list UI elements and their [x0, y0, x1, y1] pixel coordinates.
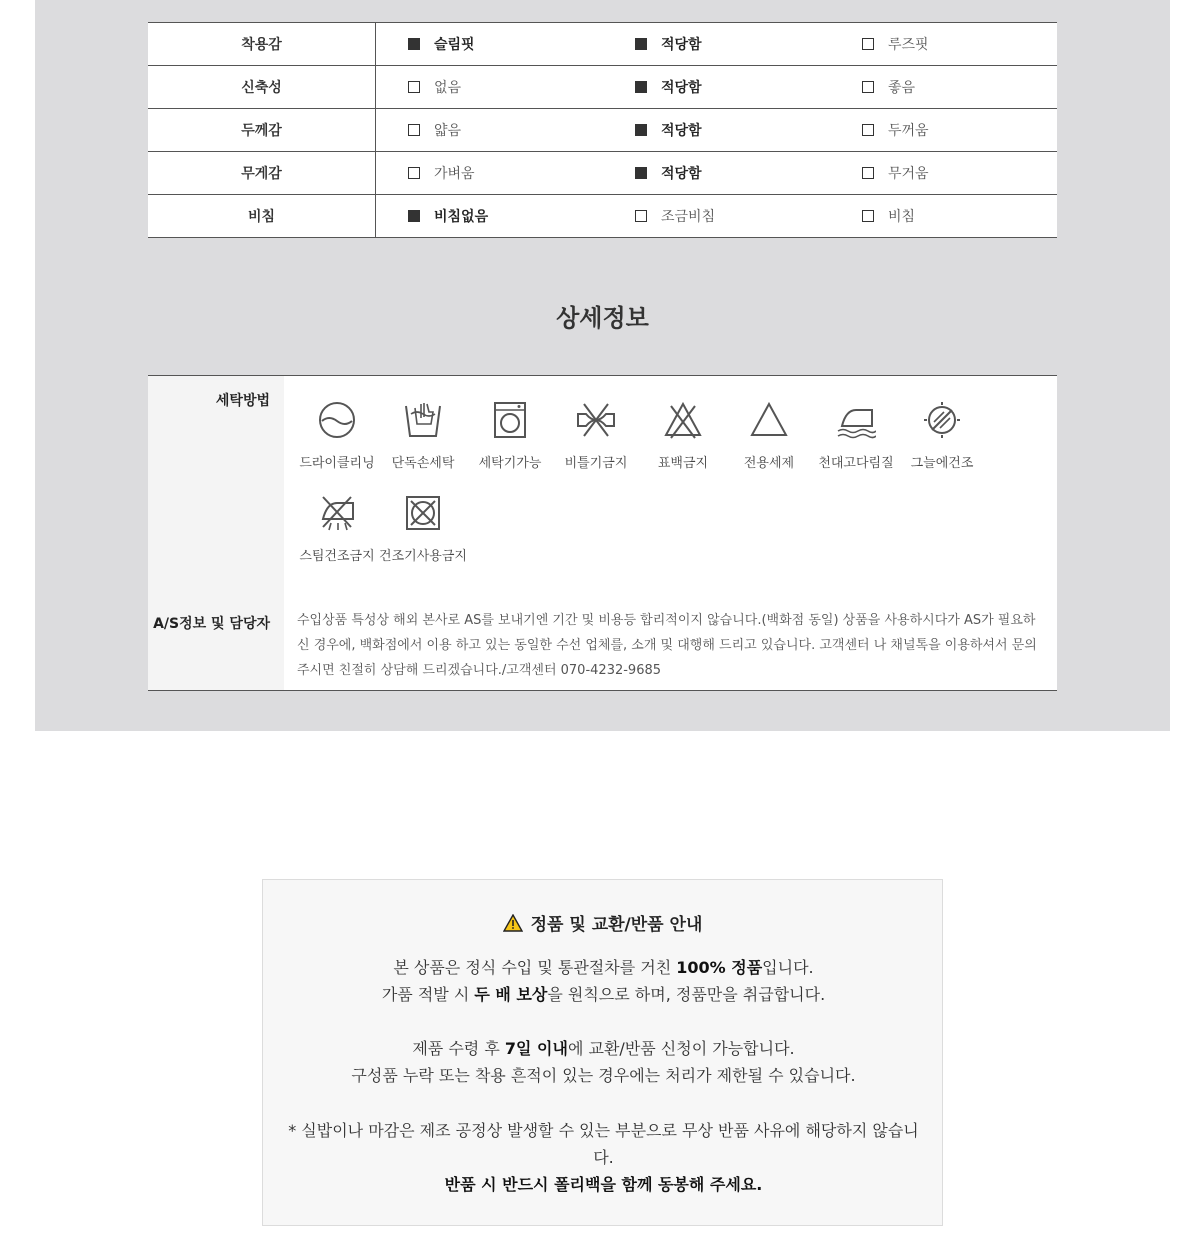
detail-table: [148, 375, 1057, 691]
checkbox-empty-icon: [862, 38, 874, 50]
checkbox-empty-icon: [862, 124, 874, 136]
notice-title: 정품 및 교환/반품 안내: [263, 910, 942, 935]
fit-label: 신축성: [148, 66, 376, 108]
warning-icon: [503, 914, 523, 932]
notice-line: * 실밥이나 마감은 제조 공정상 발생할 수 있는 부분으로 무상 반품 사유에 해당하지 않습니다.: [288, 1121, 919, 1167]
wash-method-label: 세탁방법: [215, 393, 270, 409]
wash-icon-cell: 드라이클리닝: [293, 400, 381, 490]
notice-line: 본 상품은 정식 수입 및 통관절차를 거친 100% 정품입니다.: [393, 958, 814, 977]
wash-icon-cell: 건조기사용금지: [379, 493, 467, 583]
fit-option: 조금비침: [635, 195, 715, 237]
notice-line: 제품 수령 후 7일 이내에 교환/반품 신청이 가능합니다.: [412, 1039, 795, 1058]
fit-option: 두꺼움: [862, 109, 929, 151]
checkbox-empty-icon: [408, 124, 420, 136]
wash-icon-cell: 스팀건조금지: [293, 493, 381, 583]
notice-line-emphasis: 반품 시 반드시 폴리백을 함께 동봉해 주세요.: [444, 1175, 763, 1194]
checkbox-checked-icon: [635, 81, 647, 93]
fit-option: 비침: [862, 195, 915, 237]
fit-option: 없음: [408, 66, 461, 108]
notice-line: 가품 적발 시 두 배 보상을 원칙으로 하며, 정품만을 취급합니다.: [381, 985, 826, 1004]
fit-option: 비침없음: [408, 195, 488, 237]
notice-box: [262, 879, 943, 1226]
no-dryer-icon: [403, 493, 443, 533]
fit-row-sheer: [148, 195, 1057, 238]
fit-row-weight: [148, 152, 1057, 195]
checkbox-checked-icon: [635, 124, 647, 136]
checkbox-checked-icon: [635, 38, 647, 50]
checkbox-empty-icon: [408, 167, 420, 179]
wash-icon-cell: 세탁기가능: [466, 400, 554, 490]
checkbox-checked-icon: [635, 167, 647, 179]
fit-row-thickness: [148, 109, 1057, 152]
fit-label: 무게감: [148, 152, 376, 194]
wash-icon-cell: 전용세제: [725, 400, 813, 490]
checkbox-checked-icon: [408, 38, 420, 50]
fit-option: 좋음: [862, 66, 915, 108]
checkbox-empty-icon: [635, 210, 647, 222]
as-info-label: A/S정보 및 담당자: [153, 616, 270, 632]
no-wring-icon: [576, 400, 616, 440]
fit-option: 적당함: [635, 23, 702, 65]
checkbox-empty-icon: [408, 81, 420, 93]
fit-option: 가벼움: [408, 152, 475, 194]
fit-label: 비침: [148, 195, 376, 237]
checkbox-checked-icon: [408, 210, 420, 222]
wash-icon-cell: 표백금지: [639, 400, 727, 490]
fit-option: 적당함: [635, 109, 702, 151]
hand-wash-icon: [403, 400, 443, 440]
wash-icon-cell: 비틀기금지: [552, 400, 640, 490]
checkbox-empty-icon: [862, 167, 874, 179]
checkbox-empty-icon: [862, 81, 874, 93]
fit-option: 적당함: [635, 66, 702, 108]
no-steam-icon: [317, 493, 357, 533]
fit-table: [148, 22, 1057, 238]
fit-option: 무거움: [862, 152, 929, 194]
fit-option: 슬림핏: [408, 23, 475, 65]
fit-option: 얇음: [408, 109, 461, 151]
fit-option: 루즈핏: [862, 23, 929, 65]
fit-label: 두께감: [148, 109, 376, 151]
fit-option: 적당함: [635, 152, 702, 194]
detail-label-column: [148, 376, 284, 690]
wash-icon-cell: 그늘에건조: [898, 400, 986, 490]
fit-label: 착용감: [148, 23, 376, 65]
checkbox-empty-icon: [862, 210, 874, 222]
fit-row-stretch: [148, 66, 1057, 109]
no-bleach-icon: [663, 400, 703, 440]
washing-machine-icon: [490, 400, 530, 440]
special-detergent-icon: [749, 400, 789, 440]
shade-dry-icon: [922, 400, 962, 440]
iron-cloth-icon: [836, 400, 876, 440]
section-title: 상세정보: [556, 304, 649, 332]
dry-clean-icon: [317, 400, 357, 440]
fit-row-wear: [148, 23, 1057, 66]
wash-icon-cell: 천대고다림질: [812, 400, 900, 490]
as-info-text: 수입상품 특성상 해외 본사로 AS를 보내기엔 기간 및 비용등 합리적이지 않습니다.(백화점 동일) 상품을 사용하시다가 AS가 필요하신 경우에, 백화점에서 이용 하고 있는 동일한 수선 업체를, 소개 및 대행해 드리고 있습니다. 고객센터 나 채널톡을 이용하셔서 문의 주시면 친절히 상담해 드리겠습니다./고객센터 070-4232-9685: [297, 613, 1037, 678]
wash-icon-cell: 단독손세탁: [379, 400, 467, 490]
notice-line: 구성품 누락 또는 착용 흔적이 있는 경우에는 처리가 제한될 수 있습니다.: [351, 1066, 856, 1085]
